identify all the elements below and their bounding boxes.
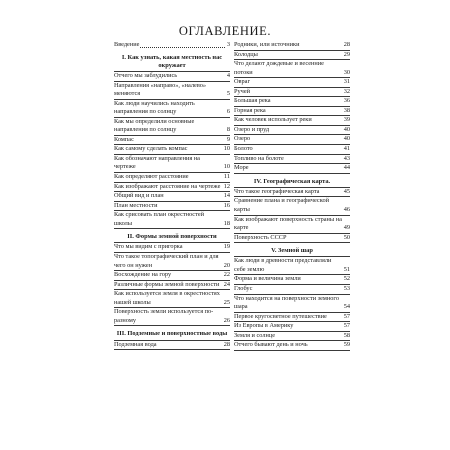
toc-entry-title: Топливо на болоте	[234, 154, 284, 162]
toc-entry	[234, 322, 350, 332]
toc-entry	[234, 234, 350, 244]
toc-entry	[114, 100, 230, 118]
toc-page-number: 4	[226, 71, 230, 79]
toc-page-number: 29	[343, 50, 350, 58]
toc-entry-title: Как мы определили основные направления по солнцу	[114, 117, 195, 134]
toc-page-number: 11	[223, 172, 230, 180]
toc-entry	[114, 82, 230, 100]
toc-entry	[114, 202, 230, 212]
toc-entry-title: Что находится на поверхности земного шара	[234, 294, 340, 311]
toc-page-number: 38	[343, 106, 350, 114]
toc-entry-title: Отчего мы заблудились	[114, 71, 178, 79]
toc-entry-title: Что мы видим с пригорка	[114, 243, 183, 251]
toc-entry	[234, 107, 350, 117]
toc-page-number: 16	[223, 201, 230, 209]
toc-page-number: 14	[223, 192, 230, 200]
toc-entry-title: Подземная вода	[114, 340, 157, 348]
toc-entry-title: Как люди в древности представляли себе землю	[234, 257, 332, 273]
toc-entry-title: Введение	[114, 41, 140, 48]
toc-entry-title: Поверхность СССР	[234, 233, 287, 241]
toc-entry	[234, 155, 350, 165]
toc-entry-title: Озеро и пруд	[234, 125, 270, 133]
toc-page-number: 50	[343, 233, 350, 241]
toc-entry-title: Что делают дождевые и весенние потоки	[234, 60, 324, 76]
toc-entry-title: Что такое топографический план и для чего он нужен	[114, 253, 219, 269]
toc-page-number: 52	[343, 275, 350, 283]
toc-page-number: 31	[343, 78, 350, 86]
toc-entry	[234, 126, 350, 136]
toc-entry	[114, 155, 230, 173]
toc-entry-title: Колодцы	[234, 50, 258, 58]
toc-entry	[114, 72, 230, 82]
toc-page-number: 43	[343, 154, 350, 162]
toc-section-heading: II. Формы земной поверхности	[114, 229, 230, 243]
toc-entry-title: Как изображают поверхность страны на карте	[234, 215, 342, 232]
toc-entry-title: Как человек использует реки	[234, 116, 312, 124]
toc-entry	[234, 88, 350, 98]
toc-entry-title: Как обозначают направления на чертеже	[114, 154, 200, 171]
toc-entry	[114, 118, 230, 136]
toc-page-number: 54	[343, 303, 350, 311]
toc-entry	[114, 145, 230, 155]
toc-entry	[234, 97, 350, 107]
toc-page-number: 57	[343, 322, 350, 330]
toc-entry	[234, 275, 350, 285]
toc-entry-title: Различные формы земной поверхности	[114, 280, 220, 288]
toc-entry	[114, 173, 230, 183]
toc-entry-title: Отчего бывают день и ночь	[234, 341, 308, 349]
toc-page-number: 36	[343, 97, 350, 105]
toc-page-number: 3	[226, 41, 230, 48]
toc-entry	[114, 183, 230, 193]
toc-page-number: 44	[343, 164, 350, 172]
toc-page-number: 30	[343, 68, 350, 76]
toc-entry-title: Компас	[114, 135, 134, 143]
page-title: ОГЛАВЛЕНИЕ.	[178, 24, 272, 38]
toc-entry-title: Ручей	[234, 87, 250, 95]
toc-entry	[114, 341, 230, 351]
toc-entry-title: Как самому сделать компас	[114, 145, 188, 153]
toc-page-number: 46	[343, 205, 350, 213]
toc-page-number: 10	[223, 145, 230, 153]
toc-entry	[234, 41, 350, 51]
toc-entry	[114, 41, 230, 50]
toc-entry-title: Из Европы в Америку	[234, 322, 294, 330]
toc-entry-title: Земля и солнце	[234, 331, 276, 339]
toc-entry	[234, 145, 350, 155]
toc-entry	[114, 281, 230, 291]
toc-entry	[234, 197, 350, 215]
toc-entry-title: Горная река	[234, 106, 266, 114]
toc-page-number: 41	[343, 145, 350, 153]
toc-entry	[234, 341, 350, 351]
toc-page-number: 8	[226, 126, 230, 134]
toc-page-number: 9	[226, 135, 230, 143]
toc-page-number: 5	[226, 90, 230, 98]
toc-page-number: 26	[223, 316, 230, 324]
toc-entry	[234, 78, 350, 88]
toc-entry-title: Сравнение плана и географической карты	[234, 197, 329, 213]
toc-entry-title: Как срисовать план окрестностей школы	[114, 211, 205, 227]
toc-entry	[234, 313, 350, 323]
toc-entry	[114, 243, 230, 253]
toc-entry-title: Что такое географическая карта	[234, 187, 320, 195]
toc-page-number: 59	[343, 341, 350, 349]
toc-entry	[234, 135, 350, 145]
toc-page-number: 53	[343, 284, 350, 292]
toc-page-number: 12	[223, 182, 230, 190]
toc-entry	[114, 211, 230, 229]
toc-entry-title: Озеро	[234, 135, 251, 143]
toc-entry-title: Большая река	[234, 97, 271, 105]
toc-entry-title: Овраг	[234, 78, 251, 86]
toc-page-number: 40	[343, 135, 350, 143]
toc-page-number: 19	[223, 243, 230, 251]
toc-page-number: 28	[343, 41, 350, 48]
toc-page-number: 51	[343, 265, 350, 273]
toc-page-number: 28	[223, 340, 230, 348]
toc-page-number: 25	[223, 298, 230, 306]
toc-entry-title: Восхождение на гору	[114, 271, 172, 279]
toc-entry-title: Как изображают расстояние на чертеже	[114, 182, 221, 190]
toc-entry	[234, 295, 350, 313]
toc-entry	[234, 257, 350, 275]
toc-page-number: 20	[223, 261, 230, 269]
toc-right-column	[234, 41, 350, 351]
toc-entry	[234, 332, 350, 342]
toc-left-column	[114, 41, 230, 350]
toc-entry-title: Как используется земля в окрестностях нашей школы	[114, 290, 220, 306]
toc-entry-title: План местности	[114, 201, 158, 209]
toc-entry	[114, 271, 230, 281]
toc-page-number: 6	[226, 108, 230, 116]
toc-page-number: 22	[223, 271, 230, 279]
toc-entry	[114, 253, 230, 271]
toc-entry	[234, 285, 350, 295]
toc-entry	[114, 136, 230, 146]
toc-entry-title: Направления «направо», «налево» меняются	[114, 81, 207, 98]
dot-leader	[140, 47, 224, 48]
toc-page-number: 45	[343, 187, 350, 195]
toc-section-heading: IV. Географическая карта.	[234, 174, 350, 188]
toc-entry-title: Родники, или источники	[234, 41, 300, 48]
toc-page-number: 40	[343, 125, 350, 133]
toc-entry	[234, 216, 350, 234]
toc-entry	[114, 290, 230, 308]
toc-entry-title: Как определяют расстояние	[114, 172, 189, 180]
toc-page-number: 32	[343, 87, 350, 95]
toc-entry	[114, 308, 230, 326]
toc-section-heading: V. Земной шар	[234, 243, 350, 257]
toc-entry	[234, 51, 350, 61]
toc-entry-title: Как люди научились находить направления по солнцу	[114, 99, 195, 116]
toc-section-heading: III. Подземные и поверхностные воды	[114, 326, 230, 340]
toc-page-number: 24	[223, 280, 230, 288]
toc-entry-title: Глобус	[234, 284, 253, 292]
toc-entry-title: Форма и величина земли	[234, 275, 301, 283]
toc-page-number: 10	[223, 163, 230, 171]
toc-page-number: 39	[343, 116, 350, 124]
toc-page-number: 18	[223, 219, 230, 227]
toc-entry	[234, 164, 350, 174]
toc-entry-title: Болото	[234, 145, 253, 153]
toc-entry-title: Поверхность земли используется по-разному	[114, 308, 214, 324]
toc-entry-title: Общий вид и план	[114, 192, 164, 200]
toc-page-number: 49	[343, 224, 350, 232]
toc-entry	[234, 116, 350, 126]
toc-entry-title: Первое кругосветное путешествие	[234, 312, 327, 320]
toc-entry	[234, 60, 350, 78]
toc-page-number: 57	[343, 312, 350, 320]
toc-entry	[114, 192, 230, 202]
toc-entry-title: Море	[234, 164, 249, 172]
toc-section-heading: I. Как узнать, какая местность нас окружает	[114, 50, 230, 72]
toc-entry	[234, 188, 350, 198]
toc-page-number: 58	[343, 331, 350, 339]
